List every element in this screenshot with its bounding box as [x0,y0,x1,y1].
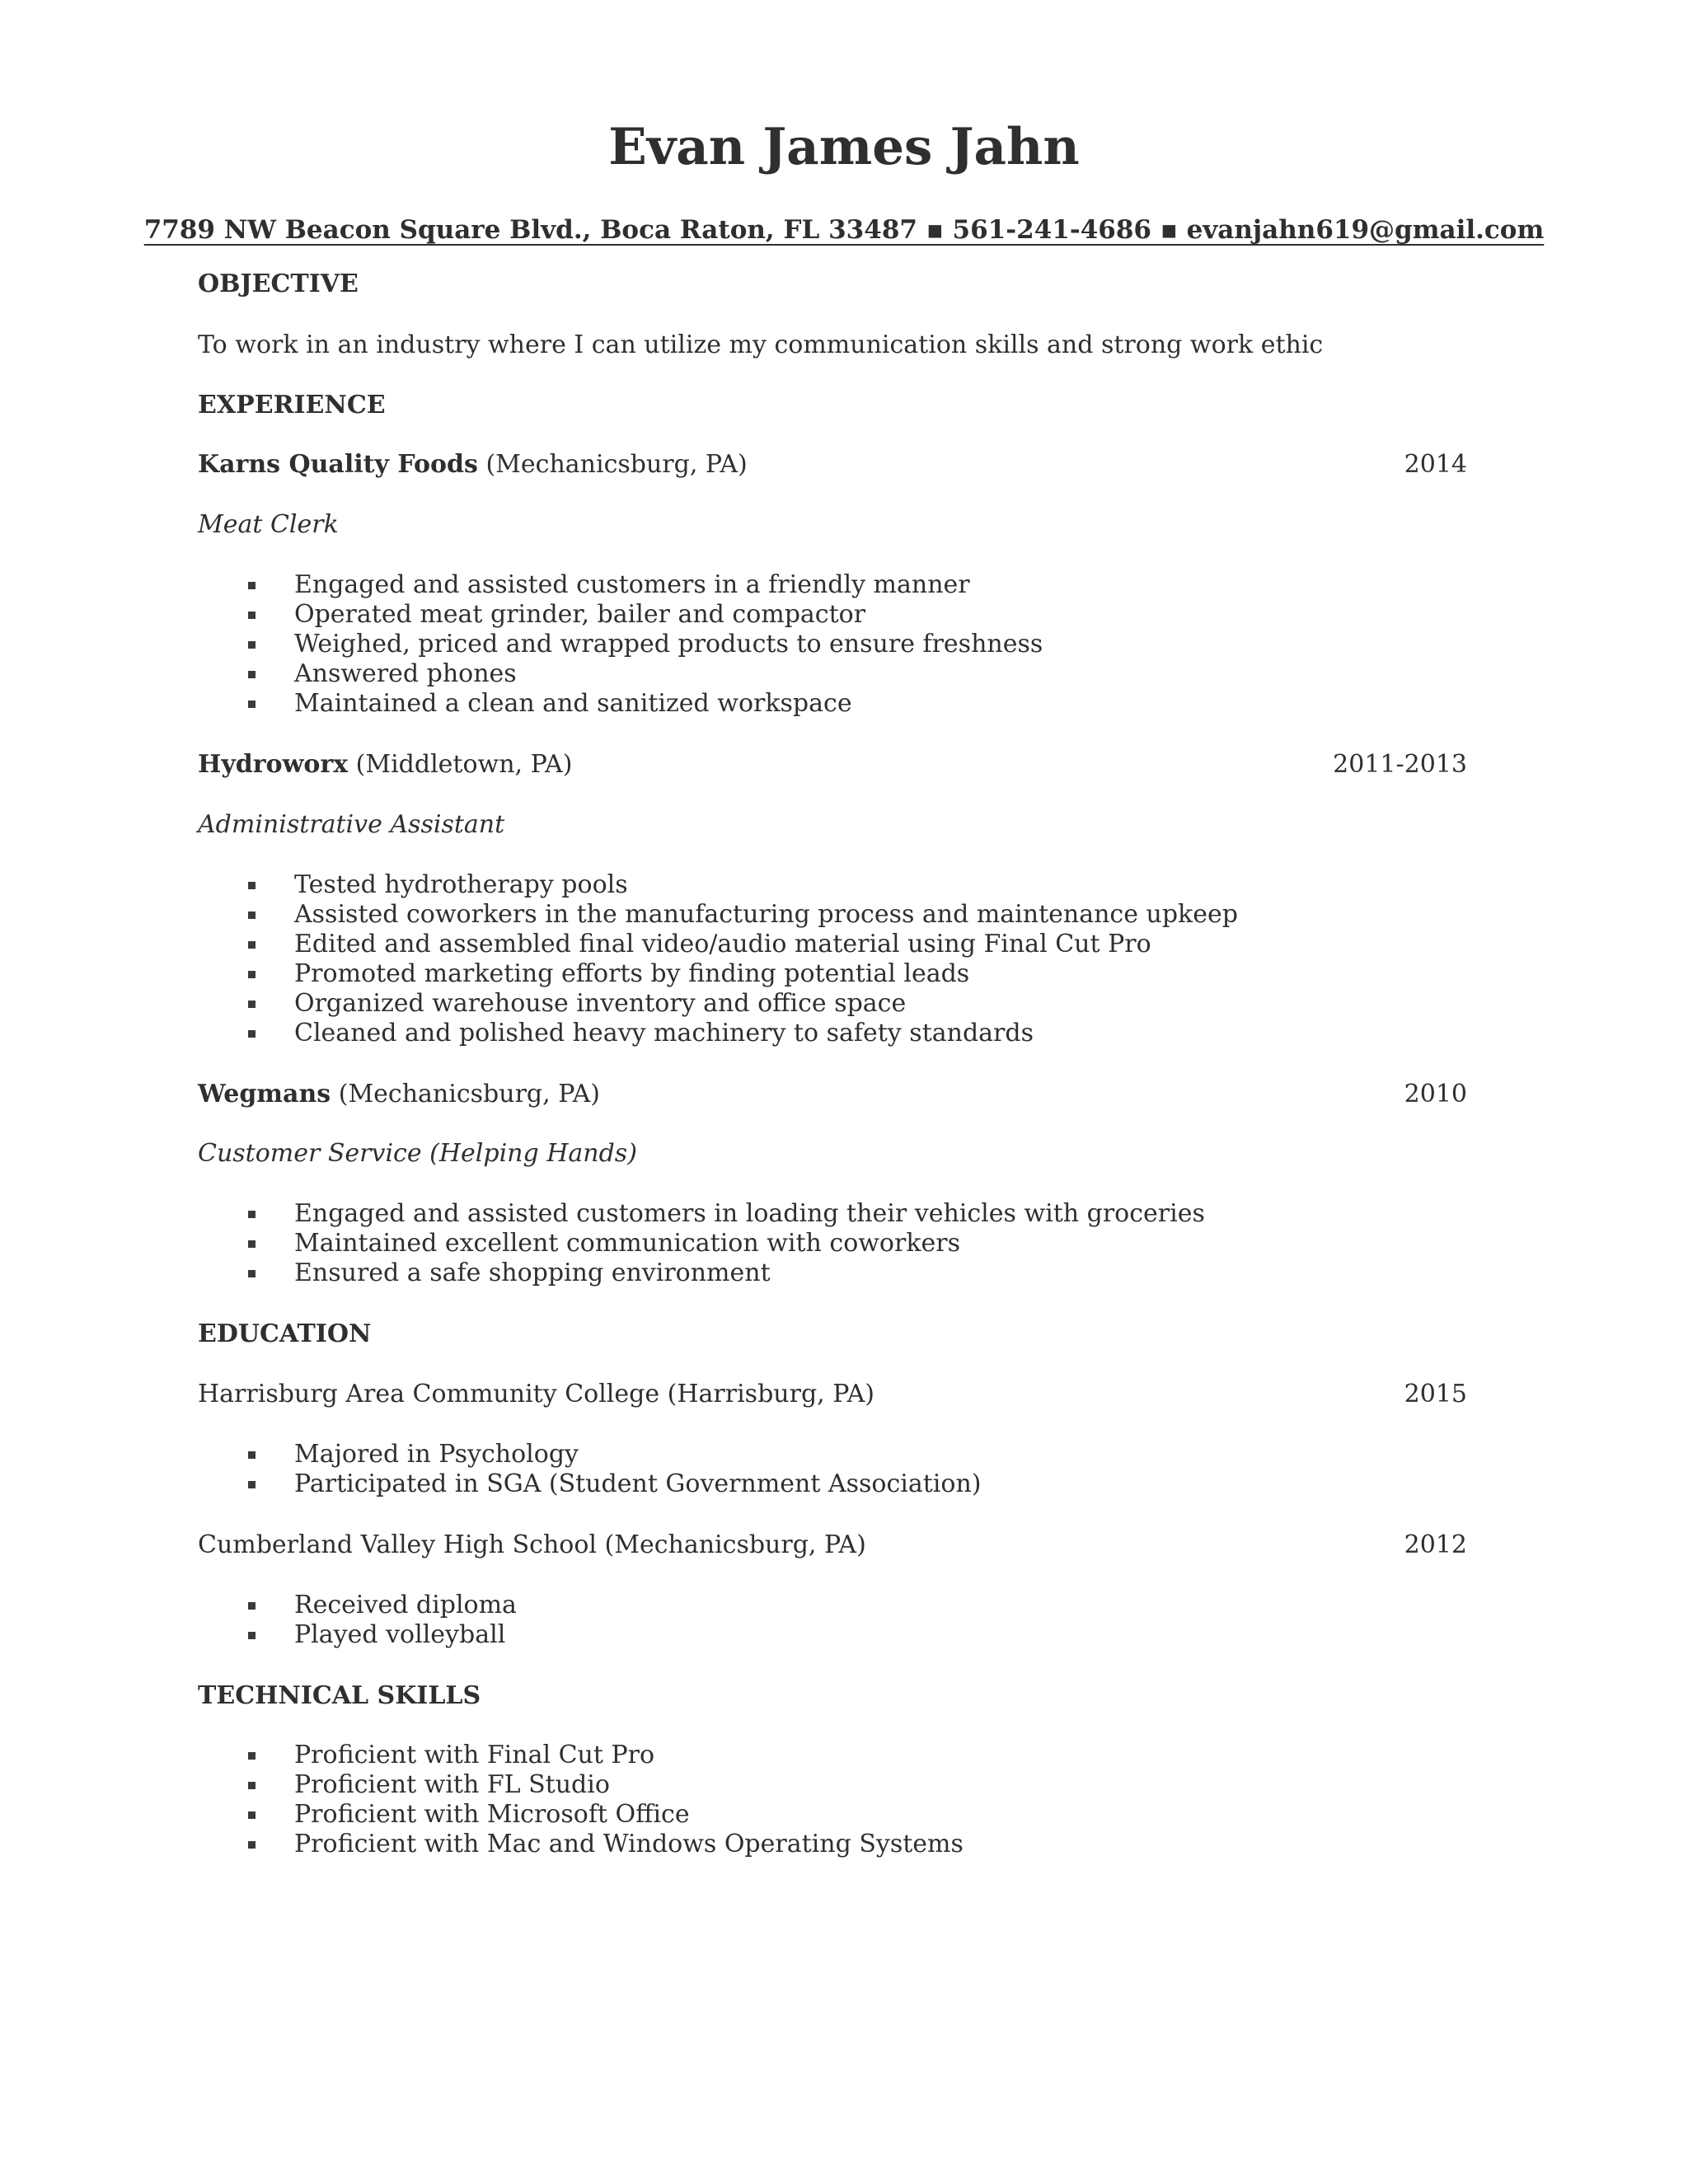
experience-heading: EXPERIENCE [198,390,386,419]
objective-text: To work in an industry where I can utilize my communication skills and strong work ethic [198,330,1324,359]
job-bullet: Answered phones [198,659,1467,689]
job-location: (Middletown, PA) [355,749,573,779]
section-spacer [198,1048,1467,1080]
job-bullet: Assisted coworkers in the manufacturing process and maintenance upkeep [198,900,1467,930]
school-bullets [198,1591,1467,1650]
job-bullet: Promoted marketing efforts by finding potential leads [198,959,1467,989]
school-year: 2015 [1404,1379,1467,1408]
technical-skills-heading: TECHNICAL SKILLS [198,1680,481,1710]
job-bullets [198,570,1467,719]
job-location: (Mechanicsburg, PA) [338,1079,600,1108]
job-karns [198,451,1467,719]
school-cvhs [198,1531,1467,1650]
school-name: Harrisburg Area Community College (Harrisburg, PA) [198,1379,875,1408]
job-bullet: Edited and assembled final video/audio material using Final Cut Pro [198,930,1467,959]
job-bullet: Cleaned and polished heavy machinery to safety standards [198,1019,1467,1048]
job-header [198,751,1467,780]
technical-skill-item: Proficient with Final Cut Pro [198,1741,1467,1770]
contact-line: 7789 NW Beacon Square Blvd., Boca Raton, FL 33487 ▪ 561-241-4686 ▪ evanjahn619@gmail.com [143,215,1545,245]
job-header [198,451,1467,480]
job-company: Karns Quality Foods [198,450,478,480]
job-title: Administrative Assistant [198,809,505,839]
section-spacer [198,419,1467,451]
job-company-location [198,1080,600,1109]
section-spacer [198,719,1467,751]
job-bullet: Ensured a safe shopping environment [198,1258,1467,1288]
school-hacc [198,1380,1467,1499]
job-header [198,1080,1467,1109]
job-location: (Mechanicsburg, PA) [485,450,748,480]
job-bullet: Engaged and assisted customers in loading their vehicles with groceries [198,1199,1467,1229]
objective-heading: OBJECTIVE [198,269,359,298]
section-spacer [198,1349,1467,1380]
job-company: Wegmans [198,1079,331,1108]
section-spacer [198,1650,1467,1682]
job-hydroworx [198,751,1467,1048]
technical-skill-item: Proficient with Mac and Windows Operating Systems [198,1830,1467,1859]
job-company-location [198,751,572,780]
job-bullet: Tested hydrotherapy pools [198,870,1467,900]
job-title: Meat Clerk [198,510,339,540]
school-header [198,1380,1467,1409]
job-bullet: Operated meat grinder, bailer and compactor [198,600,1467,630]
job-bullets [198,1199,1467,1288]
section-spacer [198,360,1467,391]
technical-skill-item: Proficient with FL Studio [198,1770,1467,1800]
job-wegmans [198,1080,1467,1289]
job-title: Customer Service (Helping Hands) [198,1139,637,1169]
job-bullet: Organized warehouse inventory and office space [198,989,1467,1019]
technical-skill-item: Proficient with Microsoft Office [198,1800,1467,1830]
job-years: 2014 [1404,450,1467,480]
school-bullet: Received diploma [198,1591,1467,1620]
school-bullet: Majored in Psychology [198,1440,1467,1469]
job-bullet: Maintained a clean and sanitized workspace [198,689,1467,719]
education-heading: EDUCATION [198,1319,372,1349]
job-bullet: Maintained excellent communication with coworkers [198,1229,1467,1258]
school-bullets [198,1440,1467,1499]
technical-skills-list [198,1741,1467,1859]
job-company-location [198,451,748,480]
job-bullet: Engaged and assisted customers in a friendly manner [198,570,1467,600]
school-bullet: Participated in SGA (Student Government Association) [198,1469,1467,1499]
job-years: 2010 [1404,1079,1467,1108]
resume-content [198,270,1467,1935]
job-bullet: Weighed, priced and wrapped products to ensure freshness [198,630,1467,659]
school-bullet: Played volleyball [198,1620,1467,1650]
job-years: 2011-2013 [1333,749,1467,779]
job-bullets [198,870,1467,1048]
section-spacer [198,1288,1467,1320]
school-name: Cumberland Valley High School (Mechanicsburg, PA) [198,1530,866,1559]
section-spacer [198,1499,1467,1531]
school-year: 2012 [1404,1530,1467,1559]
resume-name: Evan James Jahn [608,118,1080,176]
school-header [198,1531,1467,1560]
job-company: Hydroworx [198,749,349,779]
